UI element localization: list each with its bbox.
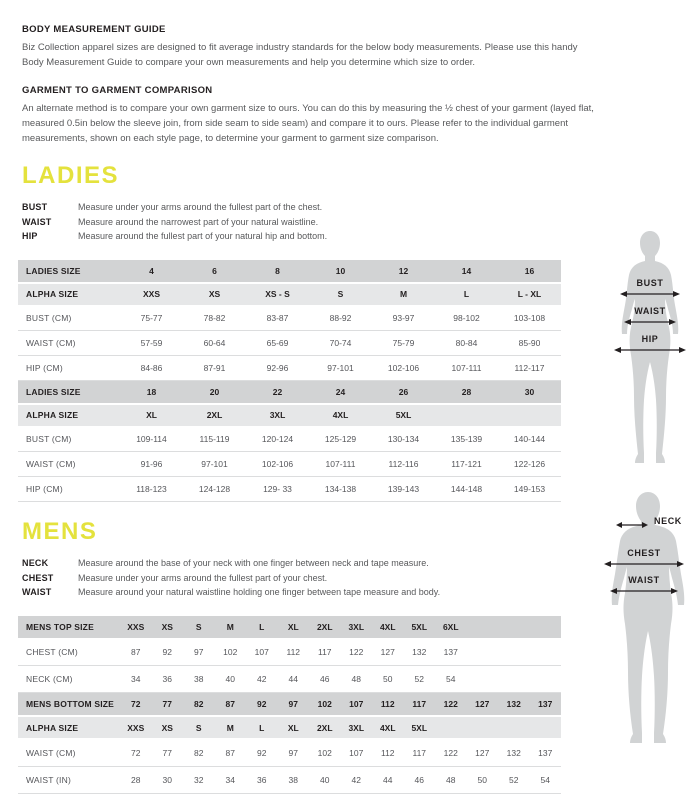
row-label: WAIST (CM) [18,452,120,477]
size-cell: XS [183,283,246,306]
row-label: LADIES SIZE [18,381,120,404]
size-cell: S [309,283,372,306]
size-cell: 28 [435,381,498,404]
size-cell: 34 [215,766,247,793]
row-label: WAIST (IN) [18,766,120,793]
size-cell: 98-102 [435,306,498,331]
size-cell: 97 [278,739,310,766]
size-cell: XXS [120,716,152,739]
intro-section [0,0,700,146]
size-cell: 10 [309,260,372,283]
waist-measure-arrow [610,587,678,595]
row-label: MENS BOTTOM SIZE [18,693,120,716]
size-cell [498,404,561,427]
size-cell: 137 [530,739,562,766]
size-cell: 75-77 [120,306,183,331]
definition-row [22,585,700,600]
size-cell: 122 [435,739,467,766]
size-cell: 132 [498,739,530,766]
size-cell: 102-106 [372,356,435,381]
size-cell: 115-119 [183,427,246,452]
size-cell: 122-126 [498,452,561,477]
size-cell: 97-101 [183,452,246,477]
size-cell: XL [278,616,310,639]
size-cell: 4XL [309,404,372,427]
size-cell: 117 [404,693,436,716]
size-cell: 44 [278,666,310,693]
size-cell: 84-86 [120,356,183,381]
size-cell: 38 [278,766,310,793]
row-label: HIP (CM) [18,356,120,381]
row-label: ALPHA SIZE [18,716,120,739]
size-cell: 38 [183,666,215,693]
size-cell: 107 [246,639,278,666]
row-label: WAIST (CM) [18,331,120,356]
size-cell: 107 [341,739,373,766]
size-cell: 3XL [341,616,373,639]
size-cell: 36 [246,766,278,793]
size-cell: 26 [372,381,435,404]
size-cell: 72 [120,739,152,766]
row-label: ALPHA SIZE [18,404,120,427]
row-label: NECK (CM) [18,666,120,693]
size-cell: L - XL [498,283,561,306]
size-cell: 48 [435,766,467,793]
size-cell: M [215,716,247,739]
definition-row [22,215,700,230]
waist-figure-label: WAIST [628,575,660,585]
size-cell [435,716,467,739]
size-cell: 130-134 [372,427,435,452]
size-cell: 107 [341,693,373,716]
size-cell: 129- 33 [246,477,309,502]
size-cell: 48 [341,666,373,693]
definition-term: WAIST [22,216,52,227]
size-cell [467,666,499,693]
size-cell: 132 [404,639,436,666]
size-cell: 6XL [435,616,467,639]
size-cell: 54 [530,766,562,793]
size-cell: 109-114 [120,427,183,452]
size-cell: 70-74 [309,331,372,356]
size-cell [467,616,499,639]
size-cell: 54 [435,666,467,693]
size-table-row [18,693,561,716]
size-table-row [18,331,561,356]
definition-text: Measure under your arms around the fullest part of the chest. [78,202,323,212]
size-cell: 127 [467,693,499,716]
size-cell: 46 [309,666,341,693]
size-cell: 22 [246,381,309,404]
size-cell: 149-153 [498,477,561,502]
garment-comparison-title: GARMENT TO GARMENT COMPARISON [22,85,213,96]
size-cell: 12 [372,260,435,283]
body-measurement-guide-paragraph: Biz Collection apparel sizes are designed to fit average industry standards for the below body measurements. Please use this handy Body Measurement Guide to compare your own measurements and help you determine which size to order. [22,42,578,68]
waist-measure-arrow [624,318,676,326]
definition-term: BUST [22,202,48,212]
size-cell: 2XL [309,716,341,739]
size-table-row [18,477,561,502]
size-cell: 88-92 [309,306,372,331]
size-cell: 42 [246,666,278,693]
size-cell: 140-144 [498,427,561,452]
size-cell: 85-90 [498,331,561,356]
size-cell: 50 [372,666,404,693]
size-cell: 14 [435,260,498,283]
size-cell: 87 [215,693,247,716]
size-cell [498,716,530,739]
size-cell: XL [120,404,183,427]
size-cell [467,639,499,666]
size-cell: 28 [120,766,152,793]
size-cell: 30 [152,766,184,793]
size-cell: 135-139 [435,427,498,452]
size-cell: 120-124 [246,427,309,452]
row-label: BUST (CM) [18,427,120,452]
size-cell: 92-96 [246,356,309,381]
size-cell: 117 [404,739,436,766]
size-cell: 77 [152,693,184,716]
size-cell [530,616,562,639]
size-cell: 4XL [372,616,404,639]
size-cell: 40 [309,766,341,793]
size-cell: 52 [498,766,530,793]
size-table-row [18,739,561,766]
size-table-row [18,260,561,283]
body-measurement-guide-title: BODY MEASUREMENT GUIDE [22,24,166,35]
size-cell: 122 [341,639,373,666]
size-cell: 78-82 [183,306,246,331]
size-cell: 112 [372,693,404,716]
size-cell: 18 [120,381,183,404]
size-cell: 72 [120,693,152,716]
size-cell: XXS [120,283,183,306]
size-cell: 137 [530,693,562,716]
size-cell: 5XL [404,616,436,639]
ladies-size-table [18,260,561,503]
size-cell: 112-117 [498,356,561,381]
size-cell: 40 [215,666,247,693]
size-cell: 36 [152,666,184,693]
definition-text: Measure around the fullest part of your natural hip and bottom. [78,231,328,241]
mens-definitions [22,556,700,600]
size-cell: 82 [183,693,215,716]
size-cell: 144-148 [435,477,498,502]
size-cell: 75-79 [372,331,435,356]
size-cell: 117 [309,639,341,666]
size-cell [530,666,562,693]
size-cell: 60-64 [183,331,246,356]
size-cell: 42 [341,766,373,793]
definition-text: Measure under your arms around the fullest part of your chest. [78,572,328,583]
size-cell: 87-91 [183,356,246,381]
size-cell: 92 [246,693,278,716]
definition-term: NECK [22,558,49,568]
size-table-row [18,666,561,693]
size-cell: 82 [183,739,215,766]
size-cell [530,716,562,739]
size-table-row [18,766,561,793]
size-cell: 30 [498,381,561,404]
size-cell: 112 [278,639,310,666]
size-cell: 2XL [309,616,341,639]
waist-figure-label: WAIST [634,306,666,316]
size-cell: 6 [183,260,246,283]
size-cell: 122 [435,693,467,716]
size-cell: 77 [152,739,184,766]
size-table-row [18,404,561,427]
size-cell: 127 [372,639,404,666]
size-cell: 46 [404,766,436,793]
size-cell: 125-129 [309,427,372,452]
size-cell: 132 [498,693,530,716]
definition-row [22,229,700,244]
definition-row [22,571,700,586]
size-cell: 137 [435,639,467,666]
size-cell: 91-96 [120,452,183,477]
bust-measure-arrow [620,290,680,298]
row-label: BUST (CM) [18,306,120,331]
definition-term: CHEST [22,572,54,583]
size-cell: 20 [183,381,246,404]
definition-text: Measure around the narrowest part of your natural waistline. [78,216,319,227]
definition-text: Measure around your natural waistline holding one finger between tape measure and body. [78,587,441,597]
size-cell: 102 [309,693,341,716]
size-cell: 5XL [404,716,436,739]
size-cell: S [183,716,215,739]
size-cell: 117-121 [435,452,498,477]
row-label: CHEST (CM) [18,639,120,666]
size-cell: L [246,616,278,639]
mens-top-size-table [18,616,561,694]
definition-row [22,200,700,215]
size-cell: 112-116 [372,452,435,477]
size-cell: 2XL [183,404,246,427]
neck-figure-label: NECK [654,516,682,526]
size-cell: 118-123 [120,477,183,502]
size-cell: 102 [309,739,341,766]
size-cell [467,716,499,739]
size-cell [498,666,530,693]
size-cell: 57-59 [120,331,183,356]
size-cell [498,639,530,666]
ladies-section-heading: LADIES [22,162,120,189]
size-cell: 112 [372,739,404,766]
size-cell: 16 [498,260,561,283]
ladies-figure [606,228,694,475]
size-cell: 139-143 [372,477,435,502]
chest-figure-label: CHEST [627,548,661,558]
mens-section-heading: MENS [22,518,98,545]
bust-figure-label: BUST [636,278,664,288]
size-table-row [18,306,561,331]
chest-measure-arrow [604,560,684,568]
size-cell: 50 [467,766,499,793]
size-cell: 97-101 [309,356,372,381]
size-cell: 65-69 [246,331,309,356]
row-label: ALPHA SIZE [18,283,120,306]
size-cell: 107-111 [435,356,498,381]
size-cell [530,639,562,666]
size-cell [498,616,530,639]
size-cell: 102-106 [246,452,309,477]
hip-figure-label: HIP [641,334,659,344]
size-cell: 127 [467,739,499,766]
ladies-definitions [22,200,700,244]
size-cell: 24 [309,381,372,404]
size-cell: 93-97 [372,306,435,331]
size-table-row [18,639,561,666]
row-label: WAIST (CM) [18,739,120,766]
size-table-row [18,356,561,381]
size-cell: 32 [183,766,215,793]
size-cell: 52 [404,666,436,693]
size-cell: XXS [120,616,152,639]
size-table-row [18,716,561,739]
size-table-row [18,381,561,404]
size-cell: 4 [120,260,183,283]
row-label: LADIES SIZE [18,260,120,283]
size-cell: 92 [152,639,184,666]
size-cell: 87 [215,739,247,766]
size-cell: S [183,616,215,639]
size-cell: 34 [120,666,152,693]
size-cell: 4XL [372,716,404,739]
size-cell: M [215,616,247,639]
hip-measure-arrow [614,346,686,354]
size-table-row [18,616,561,639]
size-cell: M [372,283,435,306]
size-table-row [18,452,561,477]
definition-term: WAIST [22,587,52,597]
size-cell: 92 [246,739,278,766]
definition-row [22,556,700,571]
size-cell: XS [152,616,184,639]
mens-figure [602,490,696,748]
size-cell: L [246,716,278,739]
row-label: MENS TOP SIZE [18,616,120,639]
size-cell: XL [278,716,310,739]
size-cell: 97 [183,639,215,666]
size-cell: 103-108 [498,306,561,331]
size-cell: 107-111 [309,452,372,477]
definition-term: HIP [22,231,38,241]
size-cell: 3XL [246,404,309,427]
size-cell: XS - S [246,283,309,306]
size-cell: 83-87 [246,306,309,331]
size-table-row [18,283,561,306]
size-cell: 102 [215,639,247,666]
size-cell: 80-84 [435,331,498,356]
size-cell: 3XL [341,716,373,739]
size-cell: 5XL [372,404,435,427]
size-cell: XS [152,716,184,739]
size-cell: 124-128 [183,477,246,502]
size-cell: 87 [120,639,152,666]
size-cell [435,404,498,427]
neck-measure-arrow [616,521,648,529]
size-table-row [18,427,561,452]
mens-bottom-size-table [18,693,561,794]
size-cell: 44 [372,766,404,793]
garment-comparison-paragraph: An alternate method is to compare your own garment size to ours. You can do this by measuring the ½ chest of your garment (layed flat, measured 0.5in below the sleeve join, from side seam to side seam) and compare it to ours. Please refer to the individual garment measurements, shown on each style page, to determine your garment to garment size comparison. [22,103,594,144]
size-cell: L [435,283,498,306]
size-cell: 97 [278,693,310,716]
size-cell: 134-138 [309,477,372,502]
definition-text: Measure around the base of your neck with one finger between neck and tape measure. [78,558,429,568]
row-label: HIP (CM) [18,477,120,502]
size-cell: 8 [246,260,309,283]
